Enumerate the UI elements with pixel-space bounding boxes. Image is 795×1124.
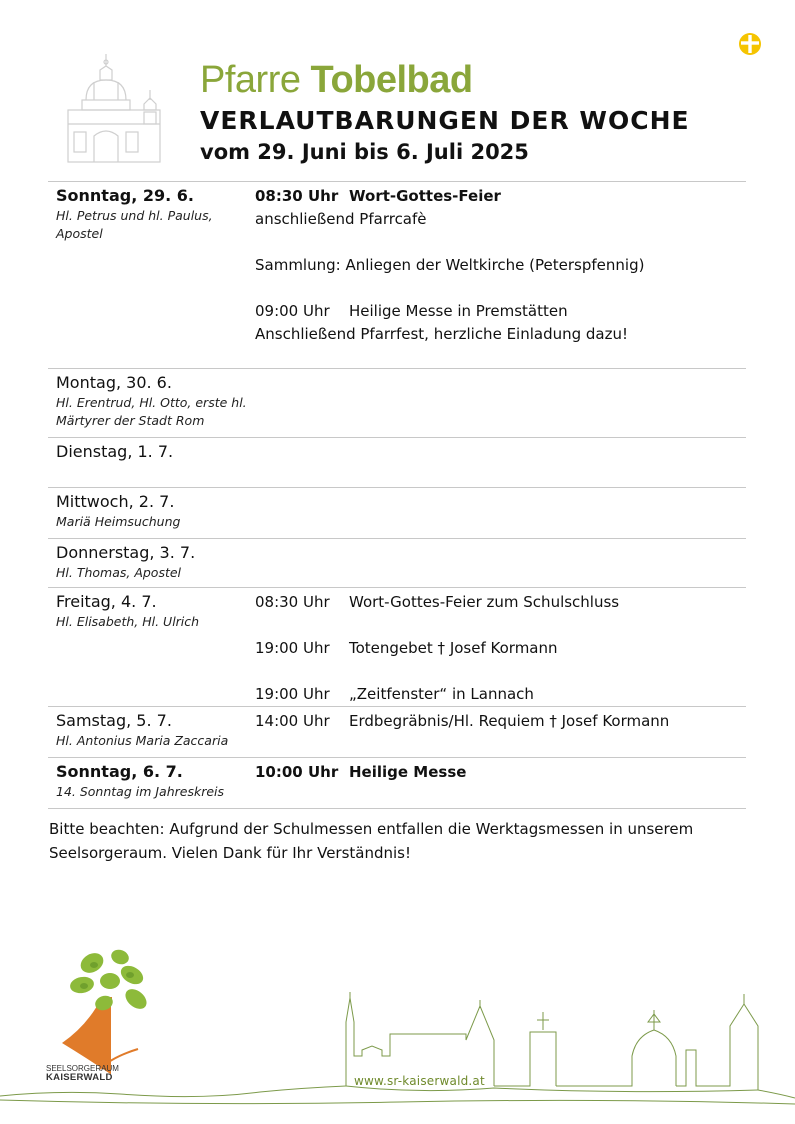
- event-line: [255, 637, 746, 660]
- event-time: 08:30 Uhr: [255, 187, 339, 205]
- day-name: Samstag, 5. 7.: [56, 711, 172, 730]
- event-line: Anschließend Pfarrfest, herzliche Einladung dazu!: [255, 325, 629, 343]
- events-column: [255, 369, 746, 437]
- logo-line1: SEELSORGERAUM: [46, 1064, 119, 1073]
- events-column: [255, 707, 746, 757]
- day-column: [48, 588, 255, 706]
- day-row: [48, 182, 746, 369]
- parish-prefix: Pfarre: [200, 59, 301, 101]
- logo-line2: KAISERWALD: [46, 1072, 113, 1083]
- event-title: Wort-Gottes-Feier zum Schulschluss: [349, 593, 620, 611]
- day-column: [48, 438, 255, 487]
- event-line: Sammlung: Anliegen der Weltkirche (Peterspfennig): [255, 256, 645, 274]
- event-time: 19:00 Uhr: [255, 685, 330, 703]
- event-title: Erdbegräbnis/Hl. Requiem † Josef Kormann: [349, 712, 670, 730]
- event-line: anschließend Pfarrcafè: [255, 210, 427, 228]
- event-time: 14:00 Uhr: [255, 712, 330, 730]
- day-saint: Hl. Elisabeth, Hl. Ulrich: [56, 614, 200, 629]
- website-link[interactable]: www.sr-kaiserwald.at: [354, 1074, 485, 1088]
- day-saint: 14. Sonntag im Jahreskreis: [56, 784, 225, 799]
- event-time: 08:30 Uhr: [255, 593, 330, 611]
- seelsorgeraum-badge-icon: [738, 32, 762, 56]
- event-line: [255, 185, 746, 208]
- events-column: [255, 438, 746, 487]
- notice-text: Bitte beachten: Aufgrund der Schulmessen entfallen die Werktagsmessen in unserem Seelsorgeraum. Vielen Dank für Ihr Verständnis!: [49, 820, 694, 862]
- event-title: „Zeitfenster“ in Lannach: [349, 685, 534, 703]
- day-saint: Hl. Antonius Maria Zaccaria: [56, 733, 229, 748]
- day-row: [48, 539, 746, 588]
- day-name: Freitag, 4. 7.: [56, 592, 157, 611]
- events-column: [255, 539, 746, 587]
- kaiserwald-skyline: [0, 990, 795, 1124]
- event-line: [255, 710, 746, 733]
- day-name: Sonntag, 29. 6.: [56, 186, 194, 205]
- day-column: [48, 539, 255, 587]
- date-range: vom 29. Juni bis 6. Juli 2025: [200, 140, 529, 164]
- parish-title: Tobelbad: [310, 59, 473, 101]
- event-line: [255, 591, 746, 614]
- day-row: [48, 758, 746, 809]
- day-name: Mittwoch, 2. 7.: [56, 492, 175, 511]
- events-column: [255, 182, 746, 368]
- events-column: [255, 488, 746, 538]
- page-header: [200, 60, 690, 166]
- weekly-schedule: [48, 181, 746, 809]
- day-saint: Hl. Petrus und hl. Paulus, Apostel: [56, 208, 213, 241]
- day-row: [48, 369, 746, 438]
- event-title: Wort-Gottes-Feier: [349, 187, 501, 205]
- event-line: [255, 300, 746, 323]
- event-title: Totengebet † Josef Kormann: [349, 639, 558, 657]
- events-column: [255, 758, 746, 808]
- church-illustration: [64, 52, 174, 164]
- day-name: Montag, 30. 6.: [56, 373, 172, 392]
- day-name: Dienstag, 1. 7.: [56, 442, 174, 461]
- day-saint: Mariä Heimsuchung: [56, 514, 181, 529]
- day-column: [48, 758, 255, 808]
- day-name: Donnerstag, 3. 7.: [56, 543, 196, 562]
- document-title: VERLAUTBARUNGEN DER WOCHE: [200, 106, 690, 135]
- event-title: Heilige Messe in Premstätten: [349, 302, 568, 320]
- event-line: [255, 683, 746, 706]
- day-row: [48, 707, 746, 758]
- day-column: [48, 369, 255, 437]
- day-column: [48, 707, 255, 757]
- event-time: 19:00 Uhr: [255, 639, 330, 657]
- parish-name: [200, 60, 690, 100]
- day-row: [48, 488, 746, 539]
- day-row: [48, 438, 746, 488]
- day-saint: Hl. Erentrud, Hl. Otto, erste hl. Märtyrer der Stadt Rom: [56, 395, 247, 428]
- day-row: [48, 588, 746, 707]
- event-time: 10:00 Uhr: [255, 763, 339, 781]
- day-column: [48, 488, 255, 538]
- day-saint: Hl. Thomas, Apostel: [56, 565, 182, 580]
- day-column: [48, 182, 255, 368]
- event-title: Heilige Messe: [349, 763, 467, 781]
- event-time: 09:00 Uhr: [255, 302, 330, 320]
- day-name: Sonntag, 6. 7.: [56, 762, 183, 781]
- event-line: [255, 761, 746, 784]
- events-column: [255, 588, 746, 706]
